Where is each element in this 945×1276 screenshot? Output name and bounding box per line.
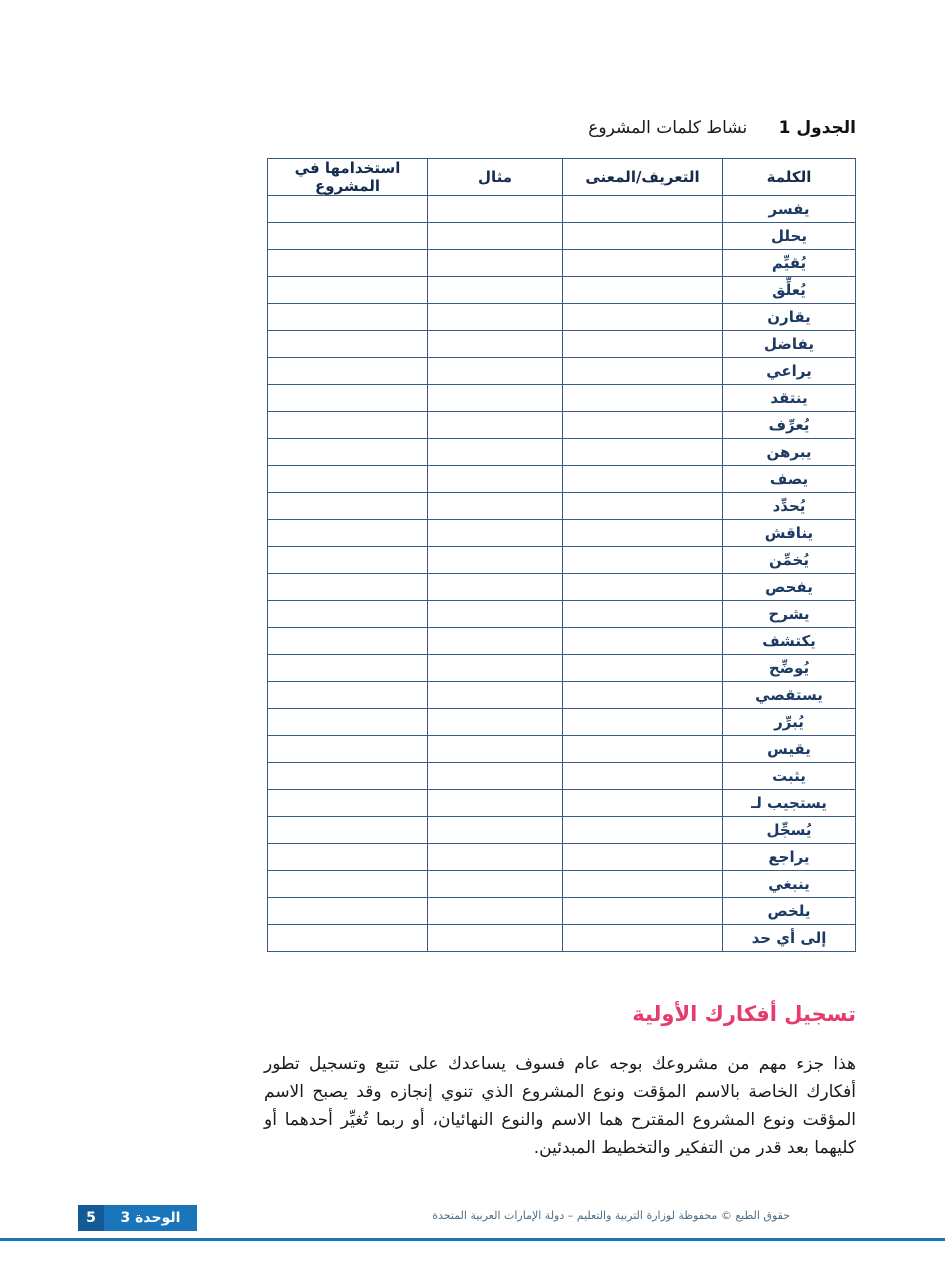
usage-cell[interactable] bbox=[268, 790, 428, 817]
usage-cell[interactable] bbox=[268, 628, 428, 655]
table-body bbox=[268, 196, 856, 952]
usage-cell[interactable] bbox=[268, 601, 428, 628]
usage-cell[interactable] bbox=[268, 709, 428, 736]
section-heading: تسجيل أفكارك الأولية bbox=[632, 1002, 856, 1026]
word-cell: يلخص bbox=[723, 898, 856, 925]
usage-cell[interactable] bbox=[268, 466, 428, 493]
definition-cell[interactable] bbox=[563, 844, 723, 871]
example-cell[interactable] bbox=[428, 439, 563, 466]
example-cell[interactable] bbox=[428, 871, 563, 898]
usage-cell[interactable] bbox=[268, 547, 428, 574]
example-cell[interactable] bbox=[428, 601, 563, 628]
table-row bbox=[268, 277, 856, 304]
table-row bbox=[268, 547, 856, 574]
table-caption-number: الجدول 1 bbox=[778, 118, 856, 138]
table-row bbox=[268, 466, 856, 493]
word-cell: يثبت bbox=[723, 763, 856, 790]
project-words-table bbox=[267, 158, 856, 952]
table-row bbox=[268, 844, 856, 871]
definition-cell[interactable] bbox=[563, 277, 723, 304]
definition-cell[interactable] bbox=[563, 358, 723, 385]
word-cell: يفحص bbox=[723, 574, 856, 601]
definition-cell[interactable] bbox=[563, 709, 723, 736]
table-row bbox=[268, 682, 856, 709]
usage-cell[interactable] bbox=[268, 439, 428, 466]
example-cell[interactable] bbox=[428, 790, 563, 817]
definition-cell[interactable] bbox=[563, 250, 723, 277]
example-cell[interactable] bbox=[428, 385, 563, 412]
table-row bbox=[268, 736, 856, 763]
definition-cell[interactable] bbox=[563, 790, 723, 817]
word-cell: يشرح bbox=[723, 601, 856, 628]
example-cell[interactable] bbox=[428, 736, 563, 763]
example-cell[interactable] bbox=[428, 358, 563, 385]
column-header-usage: استخدامها في المشروع bbox=[268, 159, 428, 196]
usage-cell[interactable] bbox=[268, 250, 428, 277]
usage-cell[interactable] bbox=[268, 196, 428, 223]
usage-cell[interactable] bbox=[268, 412, 428, 439]
usage-cell[interactable] bbox=[268, 898, 428, 925]
usage-cell[interactable] bbox=[268, 871, 428, 898]
definition-cell[interactable] bbox=[563, 493, 723, 520]
word-cell: يُبرِّر bbox=[723, 709, 856, 736]
definition-cell[interactable] bbox=[563, 628, 723, 655]
table-row bbox=[268, 709, 856, 736]
table-row bbox=[268, 493, 856, 520]
table-caption-text: نشاط كلمات المشروع bbox=[588, 118, 748, 138]
word-cell: يحلل bbox=[723, 223, 856, 250]
definition-cell[interactable] bbox=[563, 331, 723, 358]
word-cell: يفاضل bbox=[723, 331, 856, 358]
definition-cell[interactable] bbox=[563, 304, 723, 331]
example-cell[interactable] bbox=[428, 655, 563, 682]
table-row bbox=[268, 358, 856, 385]
table-row bbox=[268, 250, 856, 277]
word-cell: يُقيِّم bbox=[723, 250, 856, 277]
usage-cell[interactable] bbox=[268, 925, 428, 952]
definition-cell[interactable] bbox=[563, 385, 723, 412]
definition-cell[interactable] bbox=[563, 655, 723, 682]
definition-cell[interactable] bbox=[563, 547, 723, 574]
usage-cell[interactable] bbox=[268, 574, 428, 601]
table-row bbox=[268, 223, 856, 250]
definition-cell[interactable] bbox=[563, 817, 723, 844]
project-words-table-wrap bbox=[267, 158, 856, 952]
example-cell[interactable] bbox=[428, 898, 563, 925]
usage-cell[interactable] bbox=[268, 817, 428, 844]
example-cell[interactable] bbox=[428, 682, 563, 709]
table-row bbox=[268, 790, 856, 817]
word-cell: إلى أي حد bbox=[723, 925, 856, 952]
definition-cell[interactable] bbox=[563, 763, 723, 790]
definition-cell[interactable] bbox=[563, 466, 723, 493]
example-cell[interactable] bbox=[428, 925, 563, 952]
table-row bbox=[268, 412, 856, 439]
word-cell: ينتقد bbox=[723, 385, 856, 412]
word-cell: يستجيب لـ bbox=[723, 790, 856, 817]
example-cell[interactable] bbox=[428, 547, 563, 574]
definition-cell[interactable] bbox=[563, 871, 723, 898]
unit-badge: الوحدة 3 bbox=[104, 1205, 197, 1231]
example-cell[interactable] bbox=[428, 493, 563, 520]
word-cell: يقيس bbox=[723, 736, 856, 763]
definition-cell[interactable] bbox=[563, 412, 723, 439]
definition-cell[interactable] bbox=[563, 925, 723, 952]
table-header bbox=[268, 159, 856, 196]
usage-cell[interactable] bbox=[268, 736, 428, 763]
word-cell: يبرهن bbox=[723, 439, 856, 466]
usage-cell[interactable] bbox=[268, 277, 428, 304]
usage-cell[interactable] bbox=[268, 655, 428, 682]
example-cell[interactable] bbox=[428, 304, 563, 331]
usage-cell[interactable] bbox=[268, 331, 428, 358]
column-header-example: مثال bbox=[428, 159, 563, 196]
table-row bbox=[268, 439, 856, 466]
table-row bbox=[268, 304, 856, 331]
table-row bbox=[268, 898, 856, 925]
usage-cell[interactable] bbox=[268, 358, 428, 385]
table-row bbox=[268, 628, 856, 655]
example-cell[interactable] bbox=[428, 520, 563, 547]
word-cell: يُوضِّح bbox=[723, 655, 856, 682]
table-row bbox=[268, 655, 856, 682]
usage-cell[interactable] bbox=[268, 223, 428, 250]
word-cell: يناقش bbox=[723, 520, 856, 547]
example-cell[interactable] bbox=[428, 412, 563, 439]
word-cell: يُعرِّف bbox=[723, 412, 856, 439]
table-row bbox=[268, 520, 856, 547]
table-row bbox=[268, 331, 856, 358]
table-row bbox=[268, 925, 856, 952]
example-cell[interactable] bbox=[428, 817, 563, 844]
definition-cell[interactable] bbox=[563, 520, 723, 547]
word-cell: يراعي bbox=[723, 358, 856, 385]
usage-cell[interactable] bbox=[268, 304, 428, 331]
table-caption bbox=[588, 118, 856, 138]
word-cell: يراجع bbox=[723, 844, 856, 871]
definition-cell[interactable] bbox=[563, 439, 723, 466]
word-cell: يصف bbox=[723, 466, 856, 493]
usage-cell[interactable] bbox=[268, 385, 428, 412]
word-cell: ينبغي bbox=[723, 871, 856, 898]
example-cell[interactable] bbox=[428, 709, 563, 736]
usage-cell[interactable] bbox=[268, 763, 428, 790]
definition-cell[interactable] bbox=[563, 898, 723, 925]
table-row bbox=[268, 601, 856, 628]
copyright-text: حقوق الطبع © محفوظة لوزارة التربية والتعليم – دولة الإمارات العربية المتحدة bbox=[432, 1209, 790, 1222]
table-row bbox=[268, 574, 856, 601]
table-row bbox=[268, 763, 856, 790]
word-cell: يستقصي bbox=[723, 682, 856, 709]
section-paragraph: هذا جزء مهم من مشروعك بوجه عام فسوف يساعدك على تتبع وتسجيل تطور أفكارك الخاصة بالاسم المؤقت ونوع المشروع الذي تنوي إنجازه وقد يصبح الاسم المؤقت ونوع المشروع المقترح هما الاسم والنوع النهائيان، أو ربما تُغيِّر أحدهما أو كليهما بعد قدر من التفكير والتخطيط المبدئين. bbox=[264, 1054, 856, 1158]
definition-cell[interactable] bbox=[563, 196, 723, 223]
usage-cell[interactable] bbox=[268, 493, 428, 520]
example-cell[interactable] bbox=[428, 196, 563, 223]
header-row bbox=[268, 159, 856, 196]
table-row bbox=[268, 385, 856, 412]
usage-cell[interactable] bbox=[268, 520, 428, 547]
word-cell: يُخمِّن bbox=[723, 547, 856, 574]
word-cell: يُعلِّق bbox=[723, 277, 856, 304]
footer-divider-line bbox=[0, 1238, 945, 1241]
example-cell[interactable] bbox=[428, 574, 563, 601]
word-cell: يُسجِّل bbox=[723, 817, 856, 844]
column-header-word: الكلمة bbox=[723, 159, 856, 196]
example-cell[interactable] bbox=[428, 628, 563, 655]
usage-cell[interactable] bbox=[268, 844, 428, 871]
usage-cell[interactable] bbox=[268, 682, 428, 709]
table-row bbox=[268, 196, 856, 223]
word-cell: يكتشف bbox=[723, 628, 856, 655]
word-cell: يقارن bbox=[723, 304, 856, 331]
word-cell: يُحدِّد bbox=[723, 493, 856, 520]
page-number: 5 bbox=[78, 1205, 104, 1231]
word-cell: يفسر bbox=[723, 196, 856, 223]
definition-cell[interactable] bbox=[563, 736, 723, 763]
example-cell[interactable] bbox=[428, 466, 563, 493]
column-header-definition: التعريف/المعنى bbox=[563, 159, 723, 196]
example-cell[interactable] bbox=[428, 331, 563, 358]
table-row bbox=[268, 871, 856, 898]
example-cell[interactable] bbox=[428, 763, 563, 790]
definition-cell[interactable] bbox=[563, 682, 723, 709]
definition-cell[interactable] bbox=[563, 574, 723, 601]
example-cell[interactable] bbox=[428, 250, 563, 277]
definition-cell[interactable] bbox=[563, 601, 723, 628]
definition-cell[interactable] bbox=[563, 223, 723, 250]
example-cell[interactable] bbox=[428, 844, 563, 871]
table-row bbox=[268, 817, 856, 844]
example-cell[interactable] bbox=[428, 223, 563, 250]
example-cell[interactable] bbox=[428, 277, 563, 304]
